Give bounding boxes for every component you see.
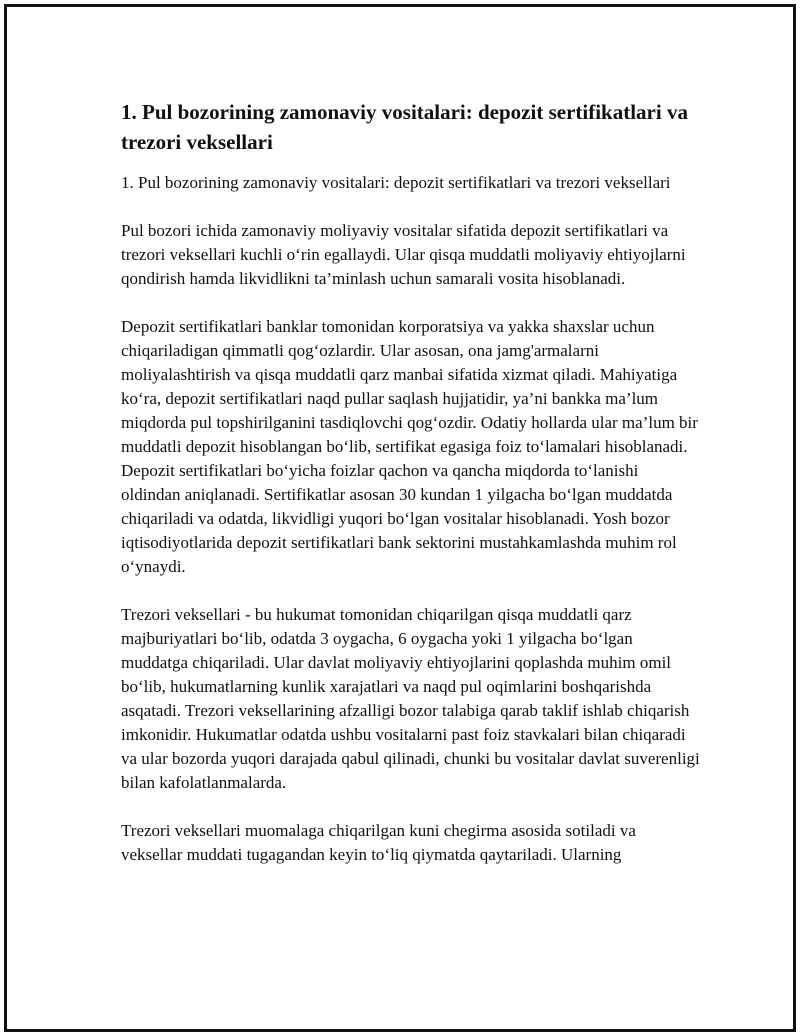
paragraph-treasury-bills-sale: Trezori veksellari muomalaga chiqarilgan kuni chegirma asosida sotiladi va veksellar muddati tugagandan keyin to‘liq qiymatda qaytariladi. Ularning	[121, 821, 636, 864]
page-frame	[4, 4, 796, 1032]
document-body	[121, 97, 701, 891]
document-title: 1. Pul bozorining zamonaviy vositalari: depozit sertifikatlari va trezori veksellari	[121, 100, 688, 154]
paragraph-deposit-certificates: Depozit sertifikatlari banklar tomonidan korporatsiya va yakka shaxslar uchun chiqariladigan qimmatli qog‘ozlardir. Ular asosan, ona jamg'armalarni moliyalashtirish va qisqa muddatli qarz manbai sifatida xizmat qiladi. Mahiyatiga ko‘ra, depozit sertifikatlari naqd pullar saqlash hujjatidir, ya’ni bankka ma’lum miqdorda pul topshirilganini tasdiqlovchi qog‘ozdir. Odatiy hollarda ular ma’lum bir muddatli depozit hisoblangan bo‘lib, sertifikat egasiga foiz to‘lamalari hisoblanadi. Depozit sertifikatlari bo‘yicha foizlar qachon va qancha miqdorda to‘lanishi oldindan aniqlanadi. Sertifikatlar asosan 30 kundan 1 yilgacha bo‘lgan muddatda chiqariladi va odatda, likvidligi yuqori bo‘lgan vositalar hisoblanadi. Yosh bozor iqtisodiyotlarida depozit sertifikatlari bank sektorini mustahkamlashda muhim rol o‘ynaydi.	[121, 317, 698, 576]
paragraph-treasury-bills: Trezori veksellari - bu hukumat tomonidan chiqarilgan qisqa muddatli qarz majburiyatlari bo‘lib, odatda 3 oygacha, 6 oygacha yoki 1 yilgacha bo‘lgan muddatga chiqariladi. Ular davlat moliyaviy ehtiyojlarini qoplashda muhim omil bo‘lib, hukumatlarning kunlik xarajatlari va naqd pul oqimlarini boshqarishda asqatadi. Trezori veksellarining afzalligi bozor talabiga qarab taklif ishlab chiqarish imkonidir. Hukumatlar odatda ushbu vositalarni past foiz stavkalari bilan chiqaradi va ular bozorda yuqori darajada qabul qilinadi, chunki bu vositalar davlat suverenligi bilan kafolatlanmalarda.	[121, 605, 700, 792]
document-subtitle: 1. Pul bozorining zamonaviy vositalari: depozit sertifikatlari va trezori veksellari	[121, 173, 671, 192]
paragraph-intro: Pul bozori ichida zamonaviy moliyaviy vositalar sifatida depozit sertifikatlari va trezori veksellari kuchli o‘rin egallaydi. Ular qisqa muddatli moliyaviy ehtiyojlarni qondirish hamda likvidlikni ta’minlash uchun samarali vosita hisoblanadi.	[121, 221, 686, 288]
